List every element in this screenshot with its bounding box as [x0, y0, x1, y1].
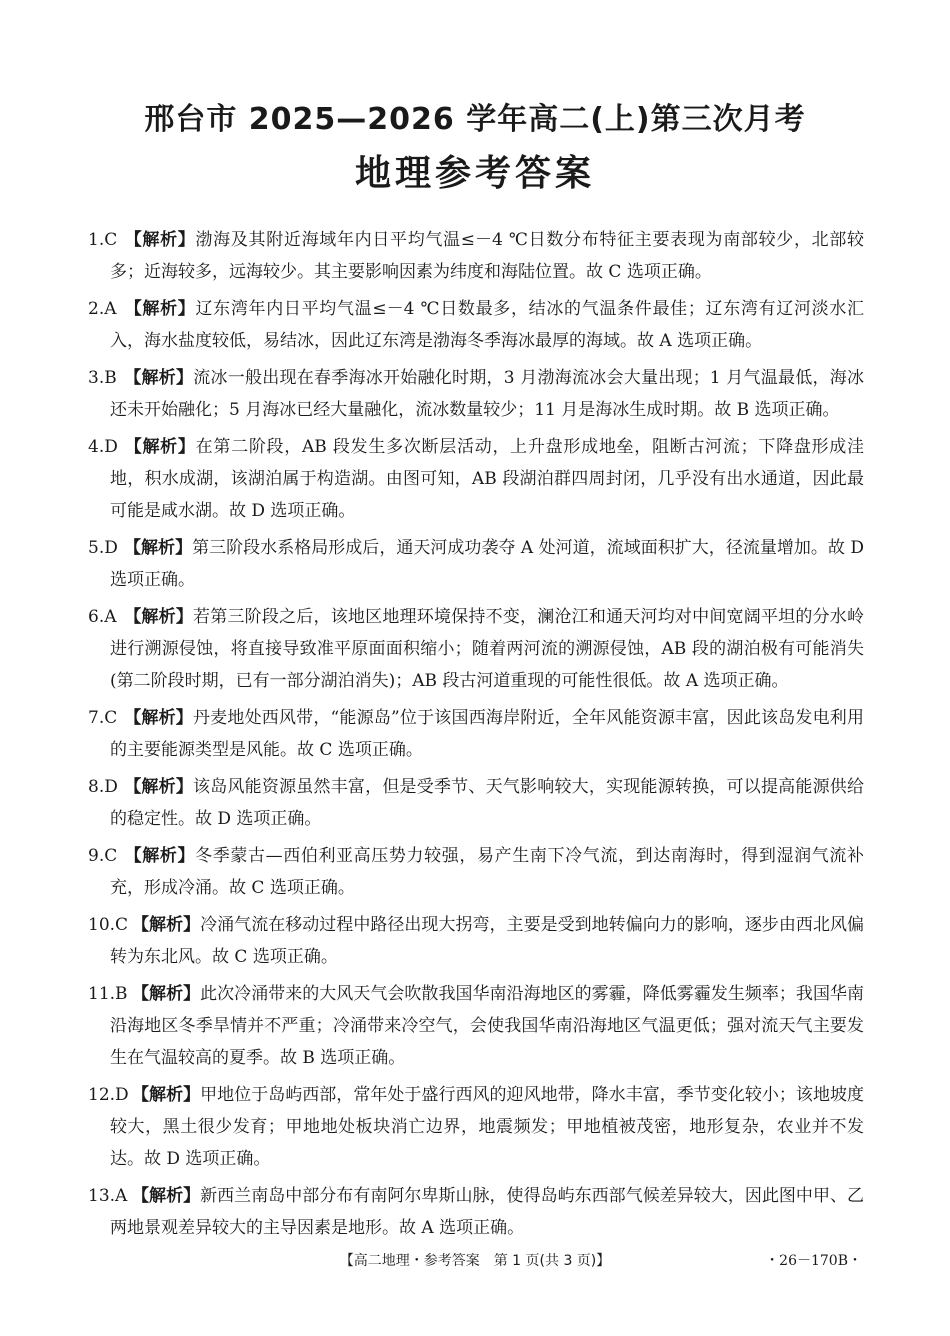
analysis-label: 【解析】 [124, 437, 196, 457]
answer-number: 11.B [88, 984, 128, 1004]
answer-item [88, 771, 864, 835]
answer-number: 1.C [88, 230, 118, 250]
answer-number: 4.D [88, 437, 118, 457]
answer-item [88, 909, 864, 973]
answer-item [88, 1079, 864, 1175]
analysis-text: 甲地位于岛屿西部，常年处于盛行西风的迎风地带，降水丰富，季节变化较小；该地坡度较大，黑土很少发育；甲地地处板块消亡边界，地震频发；甲地植被茂密，地形复杂，农业并不发达。故 D 选项正确。 [110, 1085, 865, 1169]
analysis-text: 该岛风能资源虽然丰富，但是受季节、天气影响较大，实现能源转换，可以提高能源供给的稳定性。故 D 选项正确。 [110, 777, 864, 829]
answer-item [88, 431, 864, 527]
analysis-text: 冬季蒙古—西伯利亚高压势力较强，易产生南下冷气流，到达南海时，得到湿润气流补充，形成冷涌。故 C 选项正确。 [110, 846, 865, 898]
answer-item [88, 293, 864, 357]
analysis-text: 新西兰南岛中部分布有南阿尔卑斯山脉，使得岛屿东西部气候差异较大，因此图中甲、乙两地景观差异较大的主导因素是地形。故 A 选项正确。 [110, 1186, 865, 1238]
analysis-text: 渤海及其附近海域年内日平均气温≤－4 ℃日数分布特征主要表现为南部较少，北部较多；近海较多，远海较少。其主要影响因素为纬度和海陆位置。故 C 选项正确。 [110, 230, 865, 282]
answer-item [88, 702, 864, 766]
analysis-label: 【解析】 [124, 777, 194, 797]
answer-item [88, 840, 864, 904]
analysis-label: 【解析】 [132, 1186, 201, 1206]
document-title: 地理参考答案 [354, 153, 595, 194]
answer-item [88, 362, 864, 426]
analysis-text: 此次冷涌带来的大风天气会吹散我国华南沿海地区的雾霾，降低雾霾发生频率；我国华南沿海地区冬季旱情并不严重；冷涌带来冷空气，会使我国华南沿海地区气温更低；强对流天气主要发生在气温较高的夏季。故 B 选项正确。 [110, 984, 865, 1068]
answer-item [88, 532, 864, 596]
answer-number: 9.C [88, 846, 118, 866]
answer-number: 6.A [88, 607, 117, 627]
analysis-text: 流冰一般出现在春季海冰开始融化时期，3 月渤海流冰会大量出现；1 月气温最低，海冰还未开始融化；5 月海冰已经大量融化，流冰数量较少；11 月是海冰生成时期。故 B 选项正确。 [110, 368, 864, 420]
page-footer [0, 1250, 950, 1274]
answer-number: 2.A [88, 299, 117, 319]
answer-number: 10.C [88, 915, 129, 935]
answer-item [88, 978, 864, 1074]
document-header [0, 100, 950, 198]
answer-item [88, 601, 864, 697]
analysis-text: 在第二阶段，AB 段发生多次断层活动，上升盘形成地垒，阻断古河流；下降盘形成洼地，积水成湖，该湖泊属于构造湖。由图可知，AB 段湖泊群四周封闭，几乎没有出水通道，因此最可能是咸水湖。故 D 选项正确。 [110, 437, 865, 521]
analysis-label: 【解析】 [132, 984, 201, 1004]
answer-number: 13.A [88, 1186, 128, 1206]
analysis-label: 【解析】 [124, 538, 193, 558]
answer-number: 5.D [88, 538, 118, 558]
analysis-text: 冷涌气流在移动过程中路径出现大拐弯，主要是受到地转偏向力的影响，逐步由西北风偏转为东北风。故 C 选项正确。 [110, 915, 865, 967]
answer-number: 3.B [88, 368, 117, 388]
answer-item [88, 224, 864, 288]
analysis-label: 【解析】 [124, 846, 196, 866]
analysis-label: 【解析】 [124, 607, 194, 627]
footer-page-info: 【高二地理・参考答案 第 1 页(共 3 页)】 [339, 1253, 611, 1269]
analysis-label: 【解析】 [132, 915, 201, 935]
analysis-label: 【解析】 [124, 368, 194, 388]
exam-title: 邢台市 2025—2026 学年高二(上)第三次月考 [144, 102, 806, 137]
analysis-text: 若第三阶段之后，该地区地理环境保持不变，澜沧江和通天河均对中间宽阔平坦的分水岭进行溯源侵蚀，将直接导致准平原面面积缩小；随着两河流的溯源侵蚀，AB 段的湖泊极有可能消失(第二阶段时期，已有一部分湖泊消失)；AB 段古河道重现的可能性很低。故 A 选项正确。 [110, 607, 864, 691]
answer-number: 8.D [88, 777, 118, 797]
answer-number: 12.D [88, 1085, 129, 1105]
analysis-label: 【解析】 [124, 708, 193, 728]
answer-number: 7.C [88, 708, 118, 728]
analysis-label: 【解析】 [132, 1085, 201, 1105]
analysis-text: 辽东湾年内日平均气温≤－4 ℃日数最多，结冰的气温条件最佳；辽东湾有辽河淡水汇入，海水盐度较低，易结冰，因此辽东湾是渤海冬季海冰最厚的海域。故 A 选项正确。 [110, 299, 865, 351]
analysis-text: 第三阶段水系格局形成后，通天河成功袭夺 A 处河道，流域面积扩大，径流量增加。故 D 选项正确。 [110, 538, 865, 590]
answer-list [88, 224, 864, 1249]
answer-item [88, 1180, 864, 1244]
analysis-label: 【解析】 [124, 230, 196, 250]
analysis-text: 丹麦地处西风带，“能源岛”位于该国西海岸附近，全年风能资源丰富，因此该岛发电利用的主要能源类型是风能。故 C 选项正确。 [110, 708, 864, 760]
footer-code: ・26－170B・ [765, 1253, 862, 1269]
analysis-label: 【解析】 [124, 299, 196, 319]
